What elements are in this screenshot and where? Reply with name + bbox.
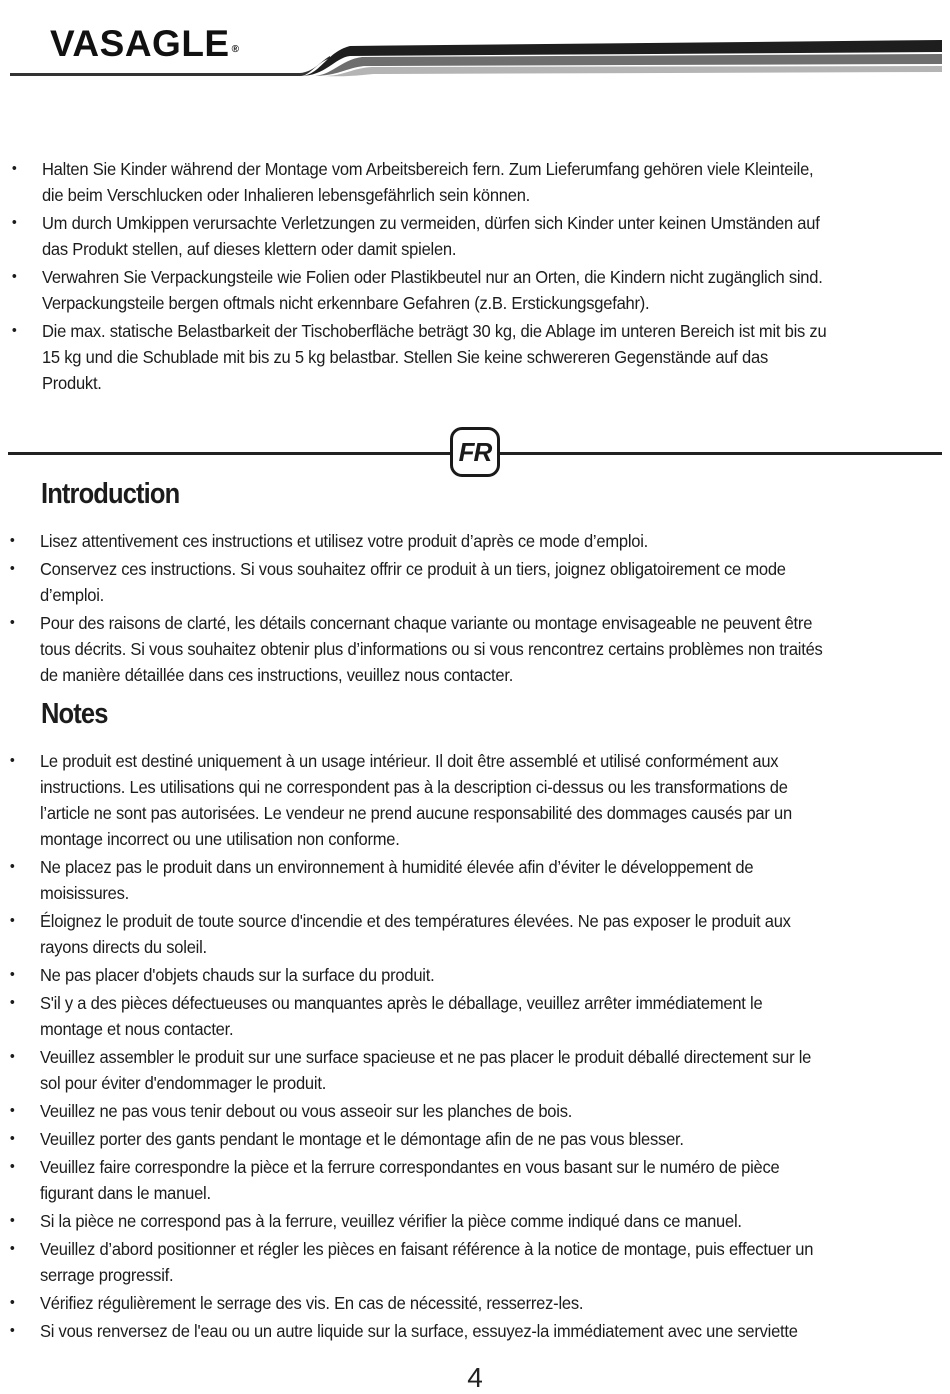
list-item (8, 962, 942, 988)
list-item (10, 156, 944, 208)
list-item-line: Veuillez d’abord positionner et régler les pièces en faisant référence à la notice de montage, puis effectuer un (39, 1239, 814, 1259)
list-item-line: S'il y a des pièces défectueuses ou manquantes après le déballage, veuillez arrêter immédiatement le (39, 993, 763, 1013)
list-item-line: Conservez ces instructions. Si vous souhaitez offrir ce produit à un tiers, joignez obligatoirement ce mode (39, 559, 786, 579)
section-divider-left (8, 452, 450, 455)
german-safety-list (10, 156, 915, 396)
list-item-line: Um durch Umkippen verursachte Verletzungen zu vermeiden, dürfen sich Kinder unter keinen Umständen auf (41, 213, 820, 233)
list-item-line: montage et nous contacter. (39, 1019, 234, 1039)
list-item (10, 264, 944, 316)
list-item-line: das Produkt stellen, auf dieses klettern oder damit spielen. (41, 239, 457, 259)
list-item-line: l’article ne sont pas autorisées. Le vendeur ne prend aucune responsabilité des dommages causés par un (39, 803, 792, 823)
list-item-line: 15 kg und die Schublade mit bis zu 5 kg belastbar. Stellen Sie keine schwereren Gegenstände auf das (41, 347, 768, 367)
page-header (0, 0, 950, 90)
list-item-line: Halten Sie Kinder während der Montage vom Arbeitsbereich fern. Zum Lieferumfang gehören viele Kleinteile, (41, 159, 814, 179)
introduction-list (8, 528, 913, 688)
list-item (8, 1044, 942, 1096)
list-item-line: de manière détaillée dans ces instructions, veuillez nous contacter. (39, 665, 514, 685)
list-item-line: Veuillez ne pas vous tenir debout ou vous asseoir sur les planches de bois. (39, 1101, 573, 1121)
list-item-line: Ne pas placer d'objets chauds sur la surface du produit. (39, 965, 435, 985)
list-item-line: Pour des raisons de clarté, les détails concernant chaque variante ou montage envisageable ne peuvent être (39, 613, 813, 633)
list-item-line: die beim Verschlucken oder Inhalieren lebensgefährlich sein können. (41, 185, 531, 205)
list-item (8, 1290, 942, 1316)
notes-heading: Notes (41, 698, 108, 730)
list-item-line: instructions. Les utilisations qui ne correspondent pas à la description ci-dessus ou les transformations de (39, 777, 788, 797)
list-item-line: Verwahren Sie Verpackungsteile wie Folien oder Plastikbeutel nur an Orten, die Kindern nicht zugänglich sind. (41, 267, 823, 287)
list-item (8, 1154, 942, 1206)
list-item-line: Si la pièce ne correspond pas à la ferrure, veuillez vérifier la pièce comme indiqué dans ce manuel. (39, 1211, 742, 1231)
list-item-line: rayons directs du soleil. (39, 937, 207, 957)
page-number: 4 (467, 1362, 483, 1393)
list-item-line: tous décrits. Si vous souhaitez obtenir plus d’informations ou si vous rencontrez certains problèmes non traités (39, 639, 823, 659)
list-item-line: serrage progressif. (39, 1265, 174, 1285)
list-item-line: montage incorrect ou une utilisation non conforme. (39, 829, 400, 849)
list-item-line: Éloignez le produit de toute source d'incendie et des températures élevées. Ne pas exposer le produit aux (39, 911, 791, 931)
list-item-line: Verpackungsteile bergen oftmals nicht erkennbare Gefahren (z.B. Erstickungsgefahr). (41, 293, 650, 313)
list-item (10, 318, 944, 396)
notes-list (8, 748, 913, 1344)
list-item-line: Ne placez pas le produit dans un environnement à humidité élevée afin d’éviter le développement de (39, 857, 754, 877)
list-item-line: figurant dans le manuel. (39, 1183, 211, 1203)
list-item-line: Veuillez porter des gants pendant le montage et le démontage afin de ne pas vous blesser. (39, 1129, 684, 1149)
section-divider-right (500, 452, 942, 455)
registered-mark: ® (231, 44, 240, 55)
list-item (8, 1098, 942, 1124)
list-item-line: Die max. statische Belastbarkeit der Tischoberfläche beträgt 30 kg, die Ablage im unteren Bereich ist mit bis zu (41, 321, 827, 341)
list-item-line: d’emploi. (39, 585, 105, 605)
list-item-line: Veuillez faire correspondre la pièce et la ferrure correspondantes en vous basant sur le numéro de pièce (39, 1157, 780, 1177)
list-item (8, 748, 942, 852)
list-item (10, 210, 944, 262)
list-item (8, 854, 942, 906)
list-item-line: Vérifiez régulièrement le serrage des vis. En cas de nécessité, resserrez-les. (39, 1293, 584, 1313)
list-item (8, 1318, 942, 1344)
list-item (8, 528, 942, 554)
list-item (8, 990, 942, 1042)
list-item (8, 1236, 942, 1288)
list-item (8, 1208, 942, 1234)
list-item (8, 908, 942, 960)
list-item-line: Si vous renversez de l'eau ou un autre liquide sur la surface, essuyez-la immédiatement avec une serviette (39, 1321, 798, 1341)
list-item (8, 610, 942, 688)
list-item-line: Le produit est destiné uniquement à un usage intérieur. Il doit être assemblé et utilisé conformément aux (39, 751, 779, 771)
list-item-line: Lisez attentivement ces instructions et utilisez votre produit d’après ce mode d’emploi. (39, 531, 649, 551)
introduction-heading: Introduction (41, 478, 180, 510)
list-item-line: Produkt. (41, 373, 102, 393)
brand-name: VASAGLE (50, 23, 230, 64)
list-item-line: Veuillez assembler le produit sur une surface spacieuse et ne pas placer le produit déballé directement sur le (39, 1047, 812, 1067)
list-item-line: sol pour éviter d'endommager le produit. (39, 1073, 327, 1093)
list-item-line: moisissures. (39, 883, 130, 903)
language-badge: FR (450, 427, 500, 477)
header-swoosh-graphic (0, 0, 950, 90)
list-item (8, 1126, 942, 1152)
list-item (8, 556, 942, 608)
